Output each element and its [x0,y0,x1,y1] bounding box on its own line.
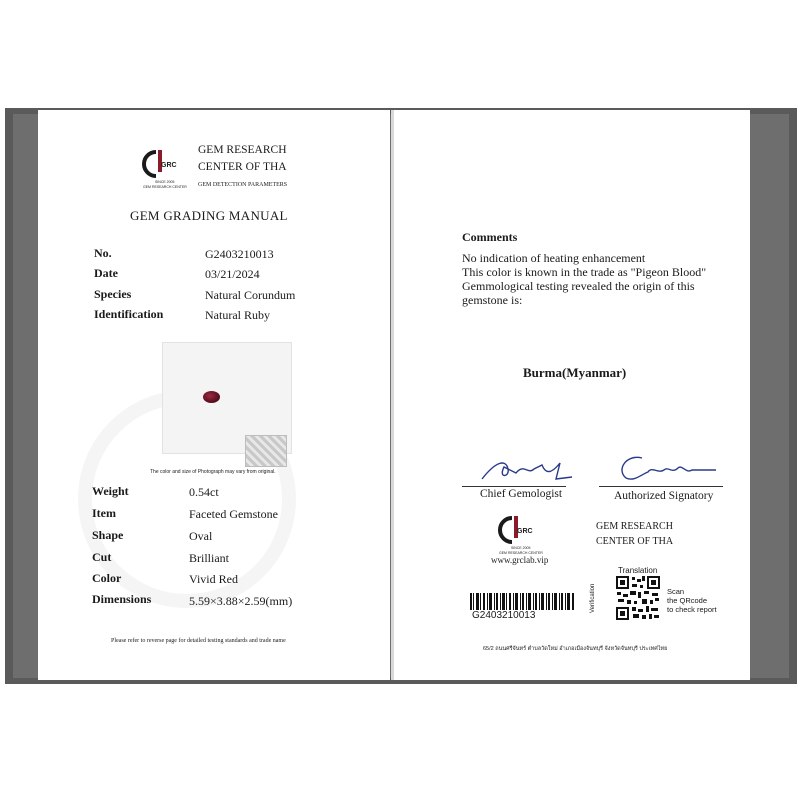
field-value-shape: Oval [189,529,213,543]
gem-photo [162,342,292,454]
sig1-title: Chief Gemologist [480,488,563,500]
website: www.grclab.vip [491,555,549,565]
verification-label: Verification [590,583,596,613]
origin-result: Burma(Myanmar) [523,365,627,380]
logo-footer-since: SINCE 2005 [511,546,531,550]
org-line1: GEM RESEARCH [198,144,287,156]
field-value-weight: 0.54ct [189,485,219,499]
field-value-color: Vivid Red [189,572,238,586]
hologram-sticker [245,435,287,467]
qr-code-icon[interactable] [615,575,661,621]
grc-logo-footer [498,514,546,558]
comments-line-1: No indication of heating enhancement [462,251,646,265]
field-label-dimensions: Dimensions [92,592,152,606]
field-label-no: No. [94,246,112,260]
field-label-cut: Cut [92,550,112,564]
sig2-line [599,486,723,487]
org-sub: GEM DETECTION PARAMETERS [198,182,288,188]
logo-since: SINCE 2005 [155,180,175,184]
ruby-gem-image [203,391,220,403]
left-page [38,110,390,680]
barcode-number: G2403210013 [472,610,536,621]
field-value-date: 03/21/2024 [205,267,260,281]
photo-caption: The color and size of Photograph may vary from original. [150,469,276,475]
comments-heading: Comments [462,230,518,244]
field-value-identification: Natural Ruby [205,308,270,322]
org-footer-line2: CENTER OF THA [596,536,674,547]
logo-text: GRC [161,162,177,169]
field-value-no: G2403210013 [205,247,274,261]
chief-gemologist-signature-icon [476,455,576,485]
grc-logo [142,148,190,192]
logo-footer-text: GRC [517,528,533,535]
field-label-identification: Identification [94,307,164,321]
scan-line-3: to check report [667,605,717,614]
org-line2: CENTER OF THA [198,161,287,173]
sig2-title: Authorized Signatory [614,490,714,502]
scan-line-2: the QRcode [667,596,708,605]
field-label-species: Species [94,287,132,301]
field-value-cut: Brilliant [189,551,229,565]
logo-footer-center: GEM RESEARCH CENTER [499,551,543,555]
field-label-shape: Shape [92,528,124,542]
comments-line-3: Gemmological testing revealed the origin of this [462,279,695,293]
translation-label: Translation [618,566,658,575]
comments-line-4: gemstone is: [462,293,523,307]
logo-center: GEM RESEARCH CENTER [143,185,187,189]
field-label-weight: Weight [92,484,129,498]
sig1-line [462,486,566,487]
page-title: GEM GRADING MANUAL [130,208,288,223]
org-footer-line1: GEM RESEARCH [596,521,673,532]
barcode-icon [470,593,574,610]
field-value-species: Natural Corundum [205,288,296,302]
scan-line-1: Scan [667,587,685,596]
address: 65/2 ถนนศรีจันทร์ ตำบลวัดใหม่ อำเภอเมืองจันทบุรี จังหวัดจันทบุรี ประเทศไทย [483,646,668,652]
right-page [394,110,750,680]
footer-note: Please refer to reverse page for detailed testing standards and trade name [111,638,286,644]
field-value-item: Faceted Gemstone [189,507,278,521]
field-label-date: Date [94,266,118,280]
field-value-dimensions: 5.59×3.88×2.59(mm) [189,594,293,608]
field-label-item: Item [92,506,116,520]
comments-line-2: This color is known in the trade as "Pigeon Blood" [462,265,707,279]
authorized-signatory-signature-icon [612,450,722,484]
field-label-color: Color [92,571,122,585]
